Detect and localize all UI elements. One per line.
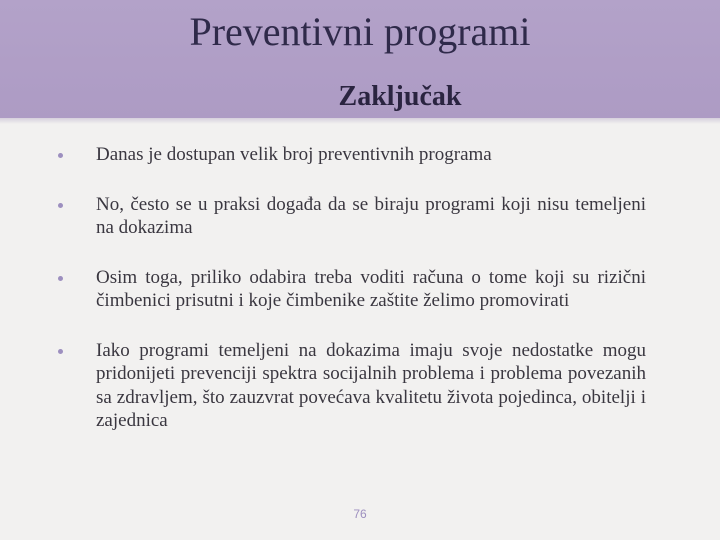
bullet-text: No, često se u praksi događa da se biraju programi koji nisu temeljeni na dokazima: [96, 193, 646, 238]
bullet-dot-icon: [58, 203, 63, 208]
bullet-item: [52, 266, 646, 313]
bullet-text: Osim toga, priliko odabira treba voditi računa o tome koji su rizični čimbenici prisutni i koje čimbenike zaštite želimo promovirati: [96, 266, 646, 311]
bullet-item: [52, 143, 646, 167]
bullet-item: [52, 339, 646, 433]
bullet-dot-icon: [58, 276, 63, 281]
slide-title: Preventivni programi: [189, 9, 531, 54]
bullet-dot-icon: [58, 349, 63, 354]
slide-subtitle: Zaključak: [338, 81, 462, 112]
bullet-text: Iako programi temeljeni na dokazima imaju svoje nedostatke mogu pridonijeti prevenciji spektra socijalnih problema i problema povezanih sa zdravljem, što zauzvrat povećava kvalitetu života pojedinca, obitelji i zajednica: [96, 339, 646, 431]
page-number: 76: [353, 507, 367, 521]
bullet-item: [52, 193, 646, 240]
bullet-list: [52, 143, 646, 433]
bullet-dot-icon: [58, 153, 63, 158]
bullet-text: Danas je dostupan velik broj preventivnih programa: [96, 144, 492, 165]
